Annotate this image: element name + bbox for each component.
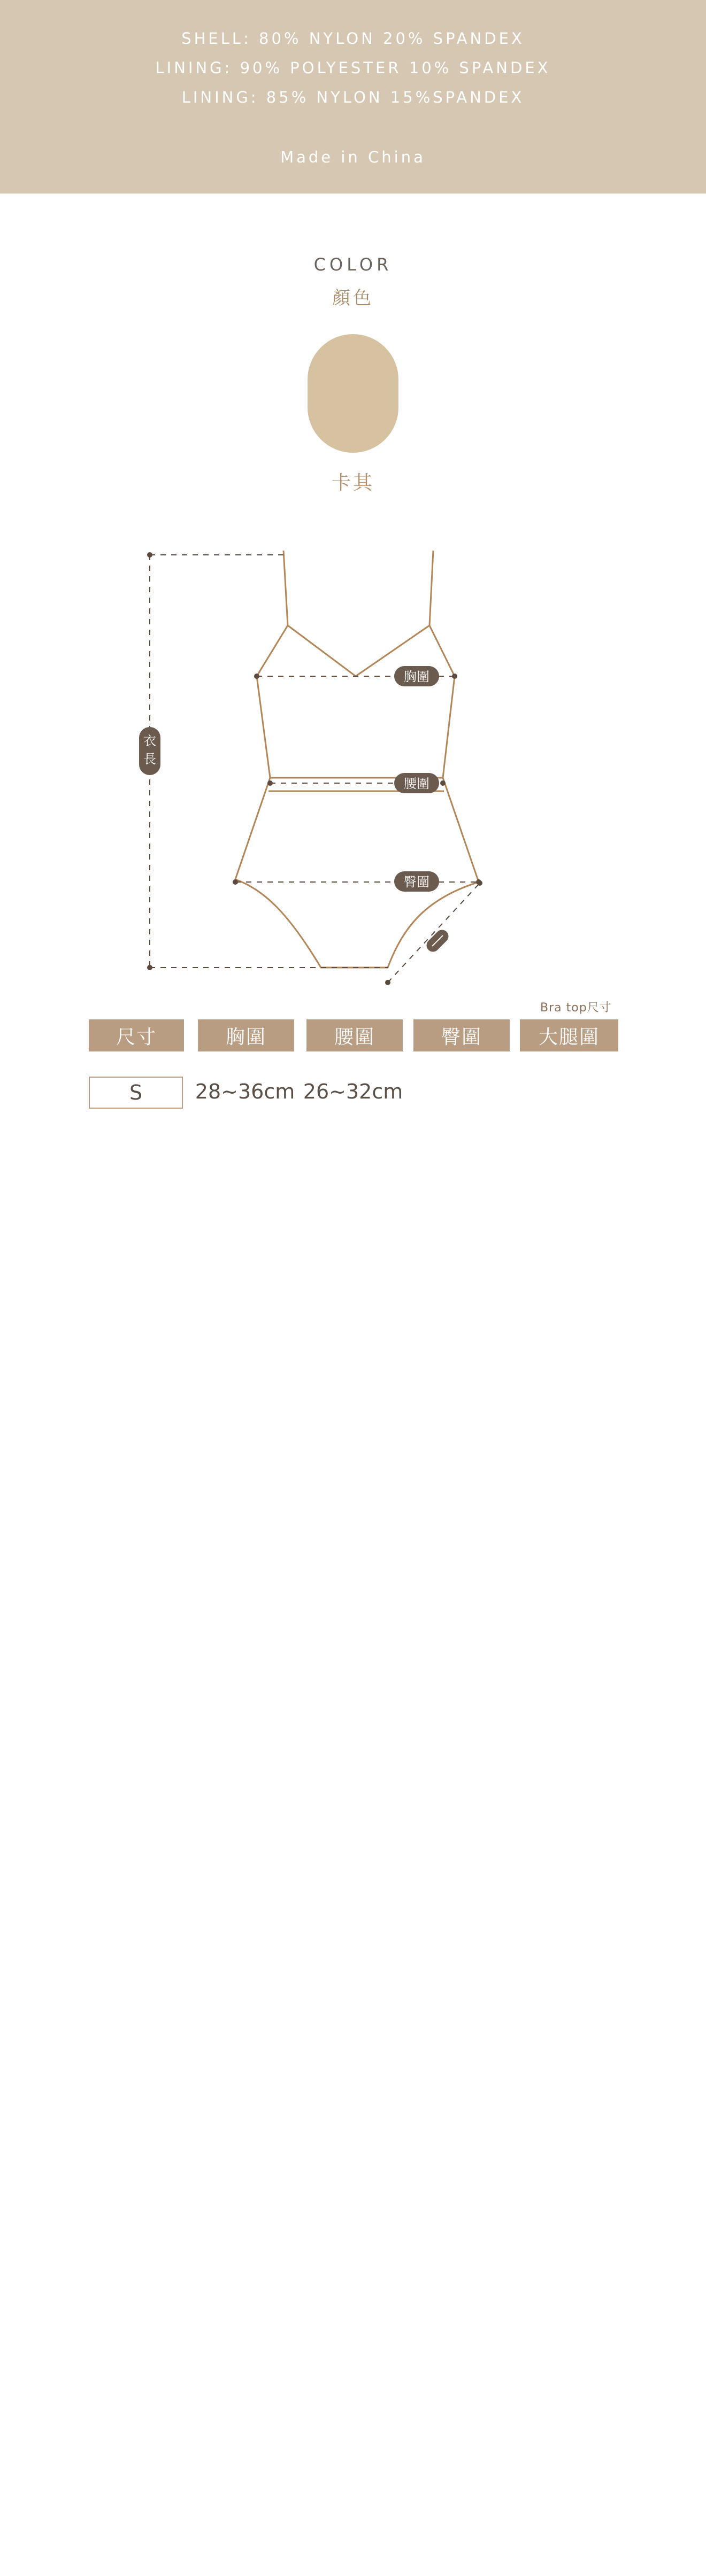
- bra-top-note: Bra top尺寸: [540, 1001, 612, 1015]
- material-line-lining-2: LINING: 85% NYLON 15%SPANDEX: [181, 88, 525, 106]
- made-in-label: Made in China: [280, 148, 426, 166]
- size-s-chest: 28~36cm: [195, 1080, 295, 1103]
- header-hip: 臀圍: [413, 1019, 510, 1051]
- size-s-waist: 26~32cm: [303, 1080, 403, 1103]
- material-header: [0, 0, 706, 194]
- material-line-lining-1: LINING: 90% POLYESTER 10% SPANDEX: [155, 59, 551, 77]
- color-title-en: COLOR: [313, 254, 393, 275]
- hip-label: 臀圍: [404, 875, 429, 889]
- color-swatch[interactable]: [308, 334, 398, 453]
- length-label-bottom: 長: [143, 752, 156, 767]
- header-chest: 胸圍: [198, 1019, 294, 1051]
- measurement-diagram: [128, 540, 513, 994]
- header-thigh: 大腿圍: [520, 1019, 618, 1051]
- chest-label: 胸圍: [404, 669, 429, 684]
- waist-label: 腰圍: [404, 776, 429, 791]
- bodysuit-outline: [235, 551, 479, 968]
- length-label-top: 衣: [143, 733, 156, 748]
- color-swatch-label: 卡其: [331, 472, 374, 494]
- header-waist: 腰圍: [306, 1019, 403, 1051]
- size-s-box: S: [89, 1077, 183, 1109]
- header-size: 尺寸: [89, 1019, 184, 1051]
- color-title-zh: 顏色: [332, 288, 374, 309]
- material-line-shell: SHELL: 80% NYLON 20% SPANDEX: [181, 29, 525, 48]
